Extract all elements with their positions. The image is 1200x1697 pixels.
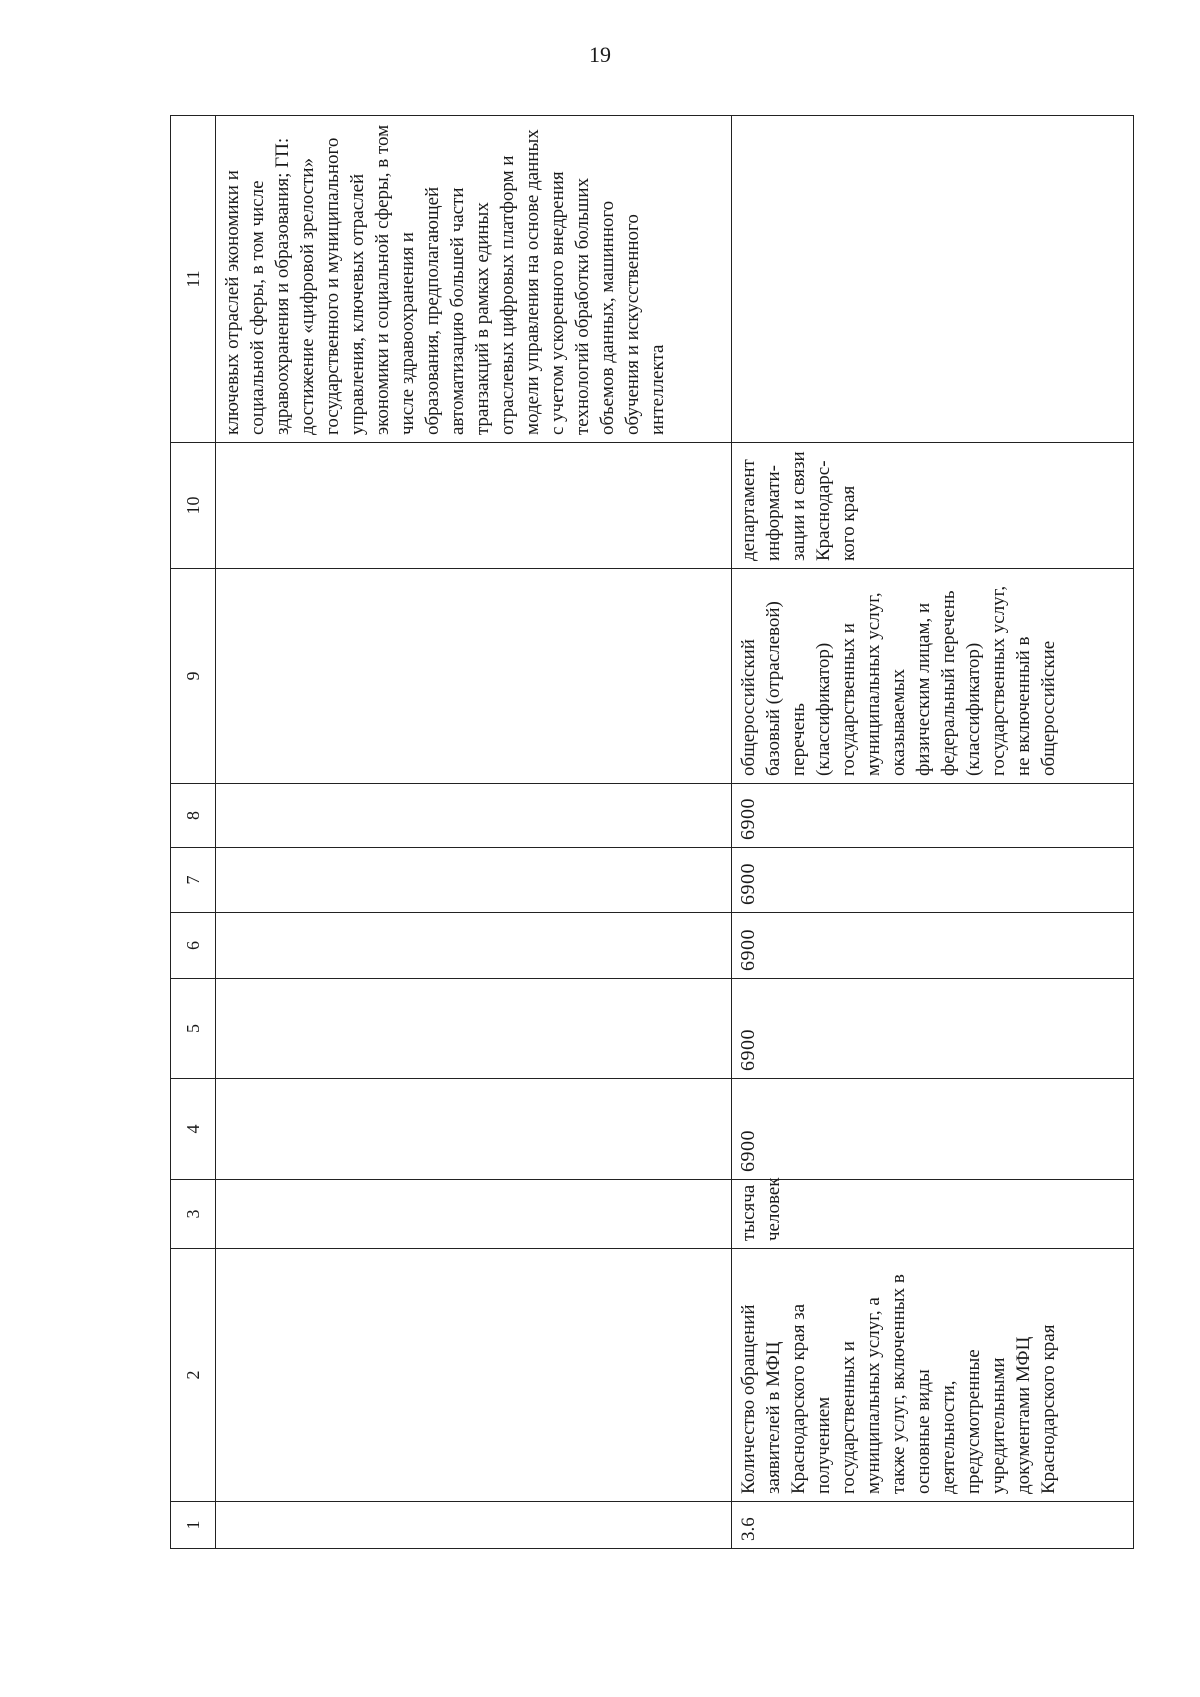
column-number-header-row	[171, 116, 216, 1549]
column-header: 3	[171, 1180, 216, 1249]
row-number-cell: 3.6	[732, 1502, 1134, 1549]
cell-empty	[216, 1502, 732, 1549]
cell-empty	[216, 1180, 732, 1249]
page-number: 19	[589, 42, 611, 67]
indicators-table	[170, 115, 1134, 1549]
value-cell-col7: 6900	[732, 848, 1134, 913]
column-header: 5	[171, 979, 216, 1079]
value-cell-col5: 6900	[732, 979, 1134, 1079]
cell-empty	[216, 443, 732, 569]
continuation-row	[216, 116, 732, 1549]
table-row-3-6	[732, 116, 1134, 1549]
value-cell-col8: 6900	[732, 784, 1134, 848]
column-header: 11	[171, 116, 216, 443]
cell-empty	[216, 784, 732, 848]
indicator-name-cell: Количество обращений заявителей в МФЦ Краснодарского края за получением государственных и муниципальных услуг, а также услуг, включенных в основные виды деятельности, предусмотренные учредительными документами МФЦ Краснодарского края	[732, 1249, 1134, 1502]
value-cell-col6: 6900	[732, 913, 1134, 979]
cell-empty	[216, 848, 732, 913]
unit-cell: тысяча человек	[732, 1180, 1134, 1249]
cell-empty	[216, 913, 732, 979]
cell-empty	[216, 979, 732, 1079]
basis-cell: общероссийский базовый (отраслевой) перечень (классификатор) государственных и муниципальных услуг, оказываемых физическим лицам, и федеральный перечень (классификатор) государственных услуг, не включенный в общероссийские	[732, 569, 1134, 784]
cell-empty	[216, 1249, 732, 1502]
responsible-cell: департамент информати-зации и связи Краснодарс-кого края	[732, 443, 1134, 569]
column-header: 4	[171, 1079, 216, 1180]
column-header: 9	[171, 569, 216, 784]
cell-empty	[732, 116, 1134, 443]
column-header: 1	[171, 1502, 216, 1549]
continuation-text-cell: ключевых отраслей экономики и социальной сферы, в том числе здравоохранения и образования; ГП: достижение «цифровой зрелости» государственного и муниципального управления, ключевых отраслей экономики и социальной сферы, в том числе здравоохранения и образования, предполагающей автоматизацию большей части транзакций в рамках единых отраслевых цифровых платформ и модели управления на основе данных с учетом ускоренного внедрения технологий обработки больших объемов данных, машинного обучения и искусственного интеллекта	[216, 116, 732, 443]
value-cell-col4: 6900	[732, 1079, 1134, 1180]
column-header: 7	[171, 848, 216, 913]
cell-empty	[216, 1079, 732, 1180]
column-header: 10	[171, 443, 216, 569]
column-header: 6	[171, 913, 216, 979]
rotated-table-wrapper	[170, 116, 1134, 1549]
column-header: 8	[171, 784, 216, 848]
column-header: 2	[171, 1249, 216, 1502]
cell-empty	[216, 569, 732, 784]
